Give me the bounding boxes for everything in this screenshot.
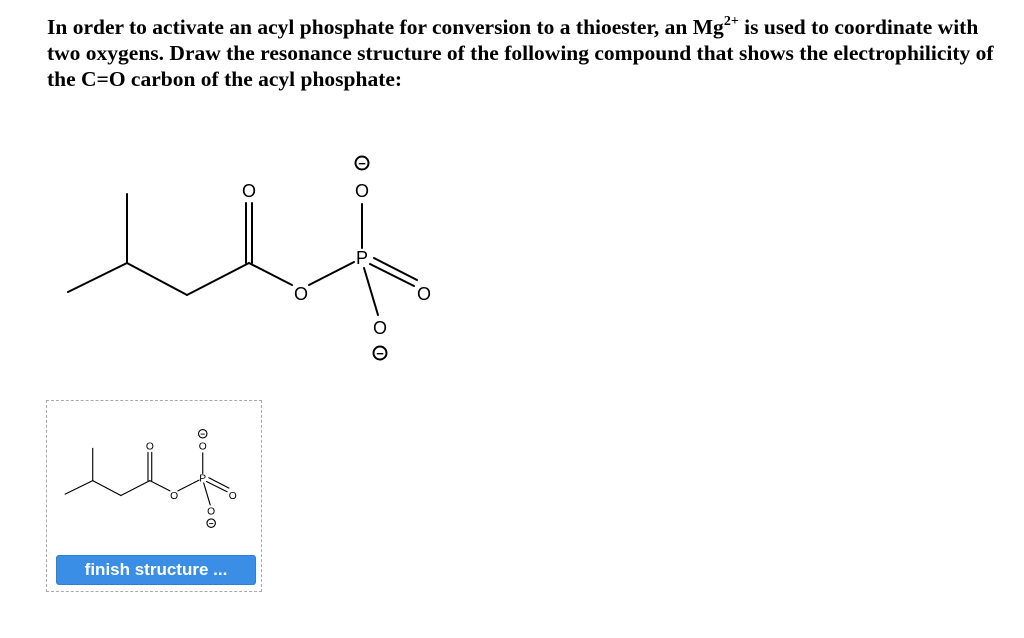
thumb-negative-charge-top bbox=[199, 429, 207, 439]
bond-p-obottom bbox=[364, 268, 378, 315]
finish-structure-button[interactable]: finish structure ... bbox=[56, 555, 256, 585]
atom-label-double-o: O bbox=[416, 284, 432, 304]
atom-label-carbonyl-o: O bbox=[241, 181, 257, 201]
atom-label-top-o: O bbox=[354, 181, 370, 201]
thumb-label-bottom-o: O bbox=[207, 506, 216, 518]
thumb-bond-6 bbox=[150, 481, 170, 491]
negative-charge-top bbox=[356, 156, 369, 171]
charge-sign-top: − bbox=[358, 156, 366, 171]
thumb-label-double-o: O bbox=[228, 490, 237, 502]
bond-obridge-p bbox=[309, 262, 354, 285]
thumb-charge-sign-top: − bbox=[200, 429, 206, 440]
structure-editor-box[interactable] bbox=[46, 400, 262, 592]
thumb-bond-7 bbox=[178, 480, 199, 491]
bond-c5-obridge bbox=[249, 263, 292, 285]
bond-c1-c2 bbox=[68, 263, 127, 292]
thumb-bond-9b bbox=[209, 478, 229, 488]
thumb-label-top-o: O bbox=[198, 441, 207, 453]
thumb-bond-9a bbox=[206, 482, 227, 492]
thumb-bond-4 bbox=[121, 481, 150, 496]
negative-charge-bottom bbox=[374, 346, 387, 361]
charge-sign-bottom: − bbox=[376, 346, 384, 361]
thumb-charge-sign-bottom: − bbox=[208, 518, 214, 529]
thumb-bond-1 bbox=[65, 481, 93, 495]
thumb-label-carbonyl-o: O bbox=[145, 441, 154, 453]
thumb-label-bridge-o: O bbox=[170, 490, 179, 502]
atom-label-bridge-o: O bbox=[293, 284, 309, 304]
question-part2: is used to coordinate with two oxygens. Draw the resonance structure of the following compound that shows the electrophilicity of the C=O carbon of the acyl phosphate: bbox=[47, 15, 994, 91]
charge-superscript: 2+ bbox=[723, 14, 739, 29]
question-part1: In order to activate an acyl phosphate for conversion to a thioester, an Mg bbox=[47, 15, 724, 39]
bond-c2-c4 bbox=[127, 263, 187, 295]
molecule-thumbnail bbox=[55, 423, 255, 533]
thumb-bond-3 bbox=[93, 481, 121, 496]
thumb-negative-charge-bottom bbox=[207, 518, 215, 528]
question-text bbox=[47, 14, 1007, 92]
atom-label-phosphorus: P bbox=[355, 248, 369, 268]
atom-label-bottom-o: O bbox=[372, 318, 388, 338]
molecule-structure bbox=[60, 140, 460, 375]
bond-c4-c5 bbox=[187, 263, 249, 295]
thumb-label-phosphorus: P bbox=[199, 473, 207, 485]
thumb-bond-10 bbox=[204, 483, 211, 505]
